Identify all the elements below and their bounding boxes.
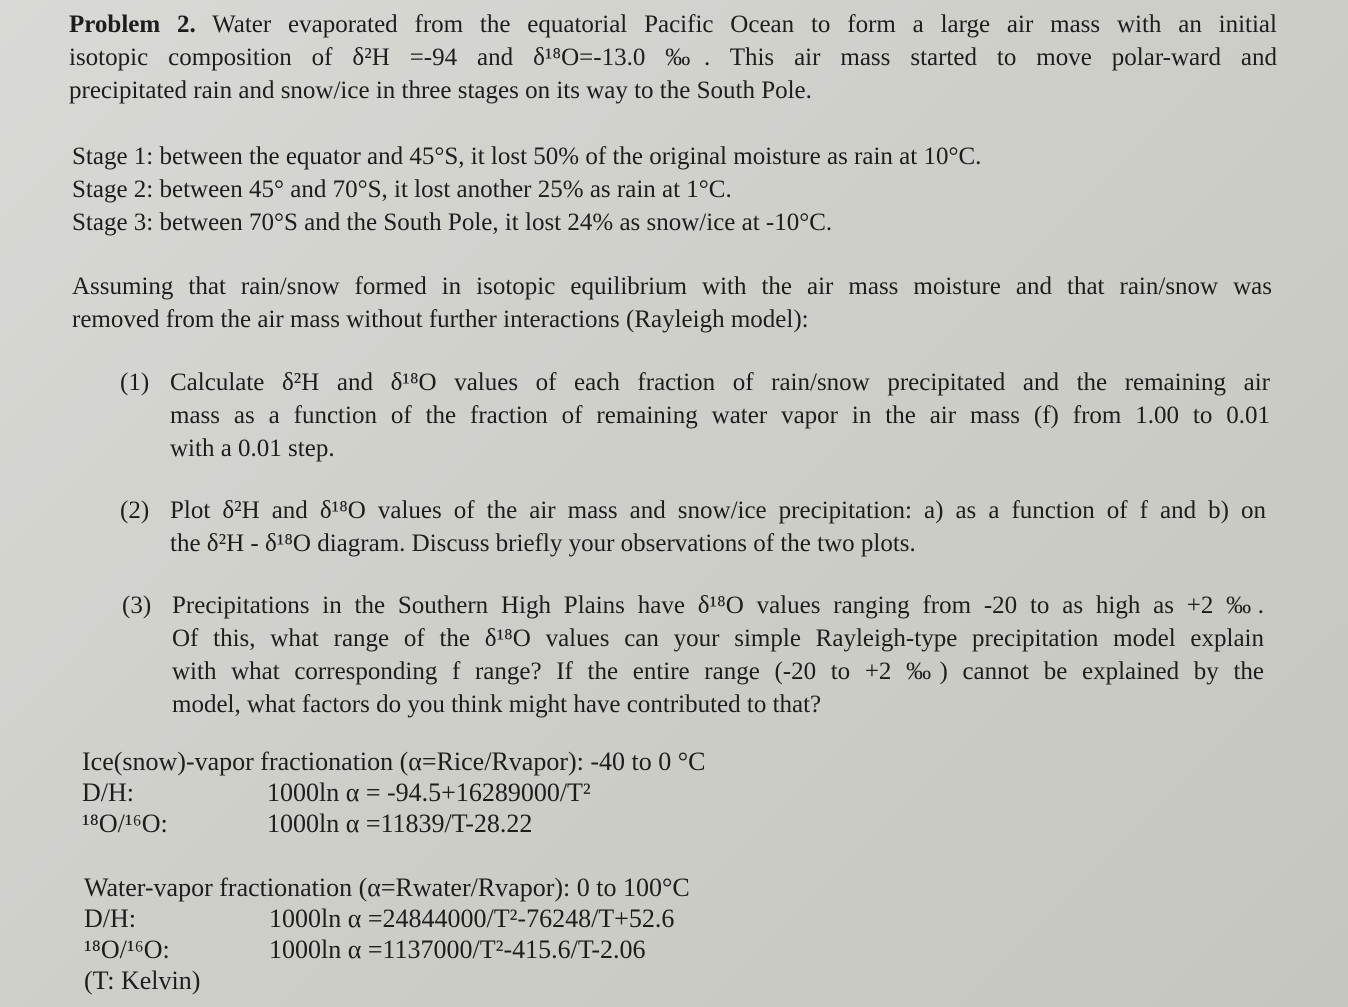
water-fractionation-block xyxy=(84,872,784,996)
ice-dh-label: D/H: xyxy=(82,778,134,807)
stage-3: Stage 3: between 70°S and the South Pole, it lost 24% as snow/ice at -10°C. xyxy=(72,209,833,236)
question-3-number: (3) xyxy=(122,592,152,619)
assumption-line-1: Assuming that rain/snow formed in isotopic equilibrium with the air mass moisture and that rain/snow was xyxy=(72,273,1272,300)
question-2-text xyxy=(170,494,1266,560)
ice-dh-row xyxy=(82,777,782,808)
ice-o18-equation: 1000ln α =11839/T-28.22 xyxy=(267,809,533,838)
question-2-line-2: the δ²H - δ¹⁸O diagram. Discuss briefly your observations of the two plots. xyxy=(170,530,916,557)
ice-o18-label: ¹⁸O/¹⁶O: xyxy=(82,809,168,838)
question-3-line-1: Precipitations in the Southern High Plains have δ¹⁸O values ranging from -20 to as high as +2 ‰. xyxy=(172,592,1264,619)
intro-paragraph xyxy=(69,8,1277,107)
question-1-line-1: Calculate δ²H and δ¹⁸O values of each fraction of rain/snow precipitated and the remaining air xyxy=(170,369,1270,396)
water-dh-label: D/H: xyxy=(84,904,136,933)
intro-line-3: precipitated rain and snow/ice in three stages on its way to the South Pole. xyxy=(69,77,812,104)
problem-label: Problem 2. xyxy=(69,11,196,38)
question-1-text xyxy=(170,366,1270,465)
question-2-number: (2) xyxy=(120,497,150,524)
question-1-line-3: with a 0.01 step. xyxy=(170,435,335,462)
water-dh-row xyxy=(84,903,784,934)
water-o18-label: ¹⁸O/¹⁶O: xyxy=(84,935,170,964)
question-2-line-1: Plot δ²H and δ¹⁸O values of the air mass and snow/ice precipitation: a) as a function of f and b) on xyxy=(170,497,1266,524)
water-o18-equation: 1000ln α =1137000/T²-415.6/T-2.06 xyxy=(269,935,646,964)
question-3-line-3: with what corresponding f range? If the entire range (-20 to +2 ‰) cannot be explained by the xyxy=(172,658,1264,685)
stage-1: Stage 1: between the equator and 45°S, it lost 50% of the original moisture as rain at 10°C. xyxy=(72,143,982,170)
intro-line-2: isotopic composition of δ²H =-94 and δ¹⁸O=-13.0 ‰. This air mass started to move polar-ward and xyxy=(69,44,1277,71)
intro-line-1 xyxy=(69,8,1277,41)
water-o18-row xyxy=(84,934,784,965)
ice-fractionation-heading: Ice(snow)-vapor fractionation (α=Rice/Rvapor): -40 to 0 °C xyxy=(82,747,706,776)
question-3-line-2: Of this, what range of the δ¹⁸O values can your simple Rayleigh-type precipitation model explain xyxy=(172,625,1264,652)
water-dh-equation: 1000ln α =24844000/T²-76248/T+52.6 xyxy=(269,904,675,933)
question-3-line-4: model, what factors do you think might have contributed to that? xyxy=(172,691,822,718)
ice-fractionation-block xyxy=(82,746,782,839)
assumption-paragraph xyxy=(72,270,1272,336)
kelvin-note: (T: Kelvin) xyxy=(84,966,201,995)
ice-dh-equation: 1000ln α = -94.5+16289000/T² xyxy=(267,778,591,807)
stage-2: Stage 2: between 45° and 70°S, it lost another 25% as rain at 1°C. xyxy=(72,176,732,203)
question-1-line-2: mass as a function of the fraction of remaining water vapor in the air mass (f) from 1.00 to 0.01 xyxy=(170,402,1270,429)
question-1-number: (1) xyxy=(120,369,150,396)
assumption-line-2: removed from the air mass without further interactions (Rayleigh model): xyxy=(72,306,809,333)
stages-list xyxy=(72,140,1172,239)
intro-line-1-text: Water evaporated from the equatorial Pacific Ocean to form a large air mass with an initial xyxy=(212,11,1277,38)
ice-o18-row xyxy=(82,808,782,839)
question-3-text xyxy=(172,589,1264,721)
water-fractionation-heading: Water-vapor fractionation (α=Rwater/Rvapor): 0 to 100°C xyxy=(84,873,690,902)
